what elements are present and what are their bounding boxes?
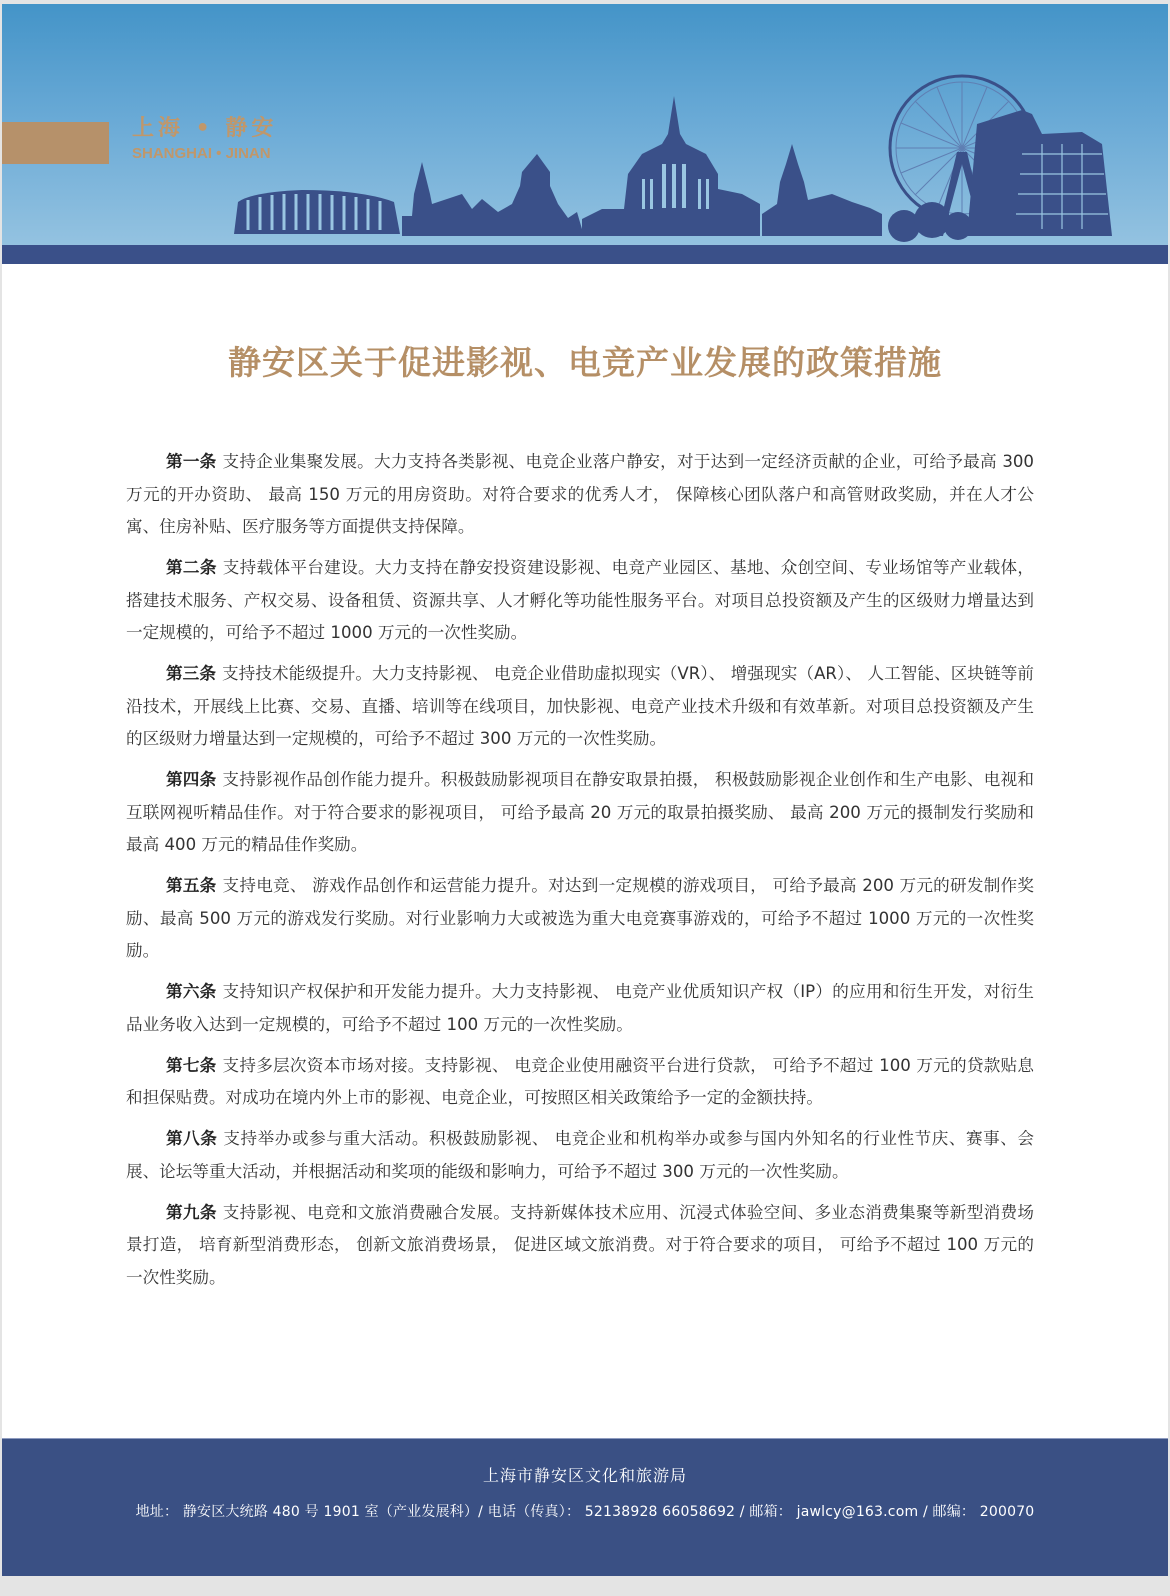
article-label: 第六条 xyxy=(166,982,217,1001)
footer-organization: 上海市静安区文化和旅游局 xyxy=(482,1466,687,1485)
article-text: 支持载体平台建设。大力支持在静安投资建设影视、电竞产业园区、基地、众创空间、专业场馆等产业载体，搭建技术服务、产权交易、设备租赁、资源共享、人才孵化等功能性服务平台。对项目总投资额及产生的区级财力增量达到一定规模的，可给予不超过 1000 万元的一次性奖励。 xyxy=(126,558,1035,642)
article-label: 第二条 xyxy=(166,558,217,577)
brand-logo xyxy=(132,116,277,164)
footer-contact-info: 地址： 静安区大统路 480 号 1901 室（产业发展科）/ 电话（传真）： 52138928 66058692 / 邮箱： jawlcy@163.com / 邮编： 200070 xyxy=(135,1504,1035,1520)
article-text: 支持举办或参与重大活动。积极鼓励影视、 电竞企业和机构举办或参与国内外知名的行业性节庆、赛事、会展、论坛等重大活动，并根据活动和奖项的能级和影响力，可给予不超过 300 万元的一次性奖励。 xyxy=(126,1129,1034,1181)
article-2 xyxy=(126,552,1034,650)
article-3 xyxy=(126,658,1034,756)
header-banner xyxy=(2,4,1168,264)
article-text: 支持企业集聚发展。大力支持各类影视、电竞企业落户静安，对于达到一定经济贡献的企业，可给予最高 300 万元的开办资助、 最高 150 万元的用房资助。对符合要求的优秀人才， 保障核心团队落户和高管财政奖励，并在人才公寓、住房补贴、医疗服务等方面提供支持保障。 xyxy=(126,452,1034,536)
article-label: 第五条 xyxy=(166,876,217,895)
footer xyxy=(2,1438,1168,1576)
gold-accent-bar xyxy=(2,122,109,164)
article-6 xyxy=(126,976,1034,1041)
article-label: 第九条 xyxy=(166,1202,217,1222)
article-label: 第七条 xyxy=(166,1055,217,1075)
document-title: 静安区关于促进影视、电竞产业发展的政策措施 xyxy=(228,343,942,382)
article-4 xyxy=(126,764,1034,862)
article-label: 第三条 xyxy=(166,664,217,683)
article-8 xyxy=(126,1123,1034,1188)
article-1 xyxy=(126,446,1034,544)
article-9 xyxy=(126,1197,1034,1295)
article-text: 支持影视、电竞和文旅消费融合发展。支持新媒体技术应用、沉浸式体验空间、多业态消费集聚等新型消费场景打造， 培育新型消费形态， 创新文旅消费场景， 促进区域文旅消费。对于符合要求的项目， 可给予不超过 100 万元的一次性奖励。 xyxy=(126,1202,1035,1287)
article-label: 第一条 xyxy=(166,452,217,471)
article-text: 支持电竞、 游戏作品创作和运营能力提升。对达到一定规模的游戏项目， 可给予最高 200 万元的研发制作奖励、最高 500 万元的游戏发行奖励。对行业影响力大或被选为重大电竞赛事游戏的，可给予不超过 1000 万元的一次性奖励。 xyxy=(126,876,1034,960)
article-list xyxy=(126,446,1034,1303)
article-text: 支持多层次资本市场对接。支持影视、 电竞企业使用融资平台进行贷款， 可给予不超过 100 万元的贷款贴息和担保贴费。对成功在境内外上市的影视、电竞企业，可按照区相关政策给予一定的金额扶持。 xyxy=(126,1055,1034,1107)
brand-chinese: 上海 • 静安 xyxy=(132,116,278,141)
policy-page xyxy=(2,4,1168,1576)
article-text: 支持技术能级提升。大力支持影视、 电竞企业借助虚拟现实（VR）、 增强现实（AR）、 人工智能、区块链等前沿技术，开展线上比赛、交易、直播、培训等在线项目，加快影视、电竞产业技术升级和有效革新。对项目总投资额及产生的区级财力增量达到一定规模的，可给予不超过 300 万元的一次性奖励。 xyxy=(126,664,1035,748)
article-text: 支持影视作品创作能力提升。积极鼓励影视项目在静安取景拍摄， 积极鼓励影视企业创作和生产电影、电视和互联网视听精品佳作。对于符合要求的影视项目， 可给予最高 20 万元的取景拍摄奖励、 最高 200 万元的摄制发行奖励和最高 400 万元的精品佳作奖励。 xyxy=(126,770,1035,854)
article-text: 支持知识产权保护和开发能力提升。大力支持影视、 电竞产业优质知识产权（IP）的应用和衍生开发，对衍生品业务收入达到一定规模的，可给予不超过 100 万元的一次性奖励。 xyxy=(126,982,1034,1034)
brand-english: SHANGHAI • JINAN xyxy=(132,145,271,162)
article-label: 第八条 xyxy=(166,1129,218,1148)
article-7 xyxy=(126,1050,1034,1115)
article-5 xyxy=(126,870,1034,968)
banner-base-strip xyxy=(2,245,1168,264)
article-label: 第四条 xyxy=(166,770,217,789)
